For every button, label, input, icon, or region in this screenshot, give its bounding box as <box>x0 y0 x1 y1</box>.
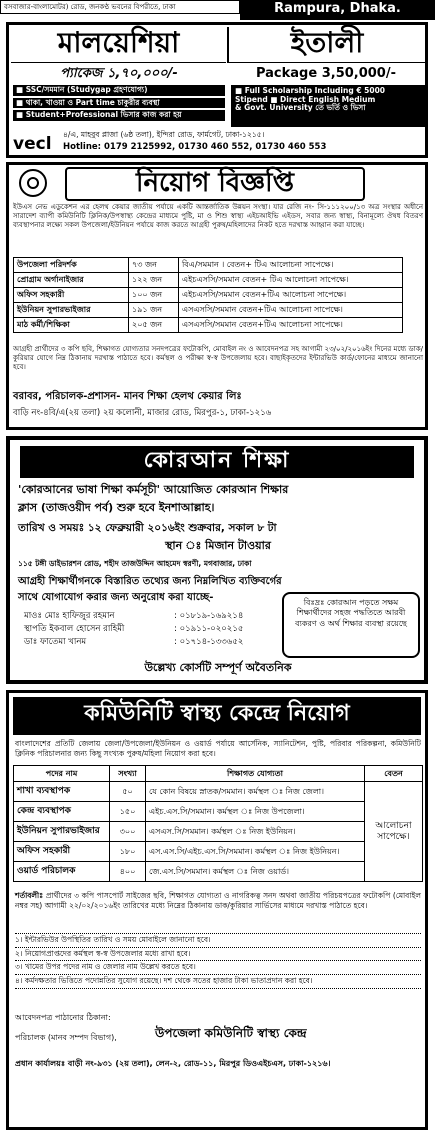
quran-line-5: ১১৫ টঙ্গী ডাইভারশন রোড, শহীদ তাজউদ্দিন আহমেদ স্বরণী, মগবাজার, ঢাকা <box>18 559 252 568</box>
bullet-text: SSC/সমমান (Studygap গ্রহণযোগ্য) <box>25 85 148 94</box>
quran-line-1: 'কোরআনের ভাষা শিক্ষা কর্মসূচী' আয়োজিত কোরআন শিক্ষার <box>18 483 289 496</box>
post-req: এইচ.এস.সি/সমমান। কর্মস্থল ঃ নিজ উপজেলা। <box>146 802 365 822</box>
recruitment-notice <box>6 162 428 430</box>
post-name: অফিস সহকারী <box>14 288 129 303</box>
notice-to: বরাবর, পরিচালক-প্রশাসন- মানব শিক্ষা হেলথ কেয়ার লিঃ <box>13 391 242 402</box>
post-req: এসএস.সি/সমমান। কর্মস্থল ঃ নিজ ইউনিয়ন। <box>146 822 365 842</box>
table-row <box>14 802 423 822</box>
notice-table <box>13 257 403 333</box>
vecl-title-right: ইতালী <box>227 27 425 63</box>
conditions-label: শর্তাবলীঃ <box>15 891 44 900</box>
list-item: ৩। খামের উপর পদের নাম ও জেলার নাম উল্লেখ করতে হবে। <box>15 960 421 974</box>
vecl-bullets-right <box>231 85 425 127</box>
org-logo <box>19 169 47 197</box>
post-count: ১০০ জন <box>129 288 179 303</box>
post-count: ১২২ জন <box>129 273 179 288</box>
list-item: ২। নিয়োগপ্রাপ্তদের কর্মস্থল স্ব-স্ব উপজেলার মধ্যে রাখা হবে। <box>15 947 421 961</box>
quran-line-3: তারিখ ও সময়ঃ ১২ ফেব্রুয়ারী ২০১৬ইং শুক্রবার, সকাল ৮ টা <box>18 522 277 534</box>
community-title: কমিউনিটি স্বাস্থ্য কেন্দ্রে নিয়োগ <box>13 697 421 735</box>
post-req: এইচএসসি/সমমান বেতন+টিএ আলোচনা সাপেক্ষে। <box>179 288 403 303</box>
quran-footer: উল্লেখ্য কোর্সটি সম্পূর্ণ অবৈতনিক <box>144 661 292 674</box>
bullet-item: ■ Student+Professional ভিসার কাজ করা হয় <box>13 110 225 121</box>
vecl-package-left: প্যাকেজ ১,৭০,০০০/- <box>60 66 178 81</box>
quran-note: বিঃদ্রঃ কোরআন পড়তে সক্ষম শিক্ষার্থীদের সহজ পদ্ধতিতে আরবী ব্যকরণ ও অর্থ শিক্ষার ব্যবস্থা রয়েছে <box>282 592 420 658</box>
post-count: ১৫০ <box>110 802 146 822</box>
header-post: পদের নাম <box>14 766 110 782</box>
post-name: ইউনিয়ন সুপারভাইজার <box>14 822 110 842</box>
quran-title: কোরআন শিক্ষা <box>20 446 414 478</box>
vecl-title-left: মালয়েশিয়া <box>11 27 226 63</box>
post-count: ২০৫ জন <box>129 318 179 333</box>
table-row <box>14 318 403 333</box>
bullet-text: থাকা, খাওয়া ও Part time চাকুরীর ব্যবস্থা <box>25 97 160 107</box>
table-row <box>14 288 403 303</box>
post-count: ৫০ <box>110 782 146 802</box>
bullet-item: ■ SSC/সমমান (Studygap গ্রহণযোগ্য) <box>13 85 225 96</box>
post-req: বিএ/সমমান । বেতন+ টিএ আলোচনা সাপেক্ষে। <box>179 258 403 273</box>
post-req: যে কোন বিষয়ে স্নাতক/সমমান। কর্মস্থল ঃ নিজ জেলা। <box>146 782 365 802</box>
community-conditions <box>15 891 421 911</box>
table-row <box>14 258 403 273</box>
community-list <box>15 933 421 989</box>
send-label: আবেদনপত্র পাঠানোর ঠিকানা: <box>15 1013 111 1022</box>
header-salary: বেতন <box>365 766 423 782</box>
notice-intro: ইউএস নেভ এডুকেশন এর হেলথ কেয়ার জাতীয় পর্যায়ে একটি আন্তর্জাতিক উন্নয়ন সংস্থা। যার রেজি নং- সি-১১১২০০/১৩ অত্র সংস্থার অধীনে সারাদেশ ব্যাপী কমিউনিটি ক্লিনিক/উপস্বাস্থ্য কেন্দ্রের মাধ্যমে পুষ্টি, মা ও শিশু স্বাস্থ্য এইচআইভি এইডস, সবার জন্য স্বাস্থ্য, বিনামূল্যে ঔষধ বিতরণ ব্যবস্থাপনার লক্ষ্যে সকল উপজেলা/ইউনিয়ন পর্যায়ে কাজ করতে আগ্রহী পুরুষ/মহিলাদের নিকট হতে দরখাস্ত আহ্বান করা যাচ্ছে। <box>13 203 423 229</box>
quran-line-6: আগ্রহী শিক্ষার্থীগনকে বিস্তারিত তথ্যের জন্য নিম্নলিখিত ব্যক্তিবর্গের <box>18 576 282 587</box>
vecl-package-right: Package 3,50,000/- <box>255 66 397 81</box>
table-row <box>14 822 423 842</box>
community-table <box>13 765 423 882</box>
list-item: ১। ইন্টারভিউর উপস্থিতির তারিখ ও সময় মোবাইলে জানানো হবে। <box>15 933 421 947</box>
bullet-text: Student+Professional ভিসার কাজ করা হয় <box>25 110 182 120</box>
contact-phone: : ০১৯১১-০২০২১৫ <box>174 624 244 634</box>
org-name: উপজেলা কমিউনিটি স্বাস্থ্য কেন্দ্র <box>155 1026 307 1040</box>
contact-row <box>24 638 284 651</box>
salary-cell: আলোচনা সাপেক্ষে। <box>365 782 423 882</box>
table-row <box>14 842 423 862</box>
table-row <box>14 862 423 882</box>
post-count: ১৯১ জন <box>129 303 179 318</box>
contact-phone: : ০১৭১৪-১৩৩৬৫২ <box>174 637 244 647</box>
quran-line-4: স্থান ঃ মিজান টাওয়ার <box>165 539 271 552</box>
quran-line-7: সাথে যোগাযোগ করার জন্য অনুরোধ করা যাচ্ছে- <box>18 592 214 603</box>
quran-line-2: ক্লাস (তাজওয়ীদ পর্ব) শুরু হবে ইনশাআল্লাহ। <box>18 501 215 514</box>
quran-ad <box>6 436 428 684</box>
post-req: এসএসসি/সমমান বেতন+টিএ আলোচনা সাপেক্ষে। <box>179 318 403 333</box>
post-count: ৭৩ জন <box>129 258 179 273</box>
director: পরিচালক (মানব সম্পদ বিভাগ), <box>15 1033 117 1042</box>
list-item: ৪। কর্মদক্ষতার ভিত্তিতে পদোন্নতির সুযোগ রয়েছে। দশ থেকে সতের হাজার টাকা ভাতাপ্রদান করা হবে। <box>15 974 421 989</box>
contact-phone: : ০১৮১৯-১৬৯২১৪ <box>174 611 244 621</box>
post-req: জে.এস.সি/সমমান। কর্মস্থল ঃ নিজ ওয়ার্ড। <box>146 862 365 882</box>
vecl-bullets-left <box>13 85 225 121</box>
bullet-text: Full Scholarship Including € 5000 <box>244 86 386 95</box>
post-name: মাঠ কর্মী/শিক্ষিকা <box>14 318 129 333</box>
contact-name: ডাঃ ফাতেমা খানম <box>24 637 87 647</box>
header-req: শিক্ষাগত যোগ্যতা <box>146 766 365 782</box>
post-req: এইচএসসি/সমমান বেতন+ টিএ আলোচনা সাপেক্ষে। <box>179 273 403 288</box>
bullet-item: Stipend ■ Direct English Medium <box>235 94 376 104</box>
contact-name: স্থাপতি ইকবাল হোসেন রাহিমী <box>24 624 125 634</box>
notice-instructions: আগ্রহী প্রার্থীদের ৩ কপি ছবি, শিক্ষাগত যোগ্যতার সনদপত্রের ফটোকপি, মোবাইল নং ও আবেদনপত্র সহ আগামী ২৩/০২/২০১৬ইং দিনের মধ্যে ডাক/কুরিয়ার যোগে নিম্ন ঠিকানায় দরখাস্ত পাঠাতে হবে। কর্মস্থল ও পরীক্ষা স্ব-স্ব উপজেলায় হবে। বাছাইকৃতদের ইন্টারভিউ কার্ড/ফোনের মাধ্যমে জানানো হবে। <box>13 345 423 371</box>
table-row <box>14 782 423 802</box>
community-intro: বাংলাদেশের প্রতিটি জেলায় জেলা/উপজেলা/ইউনিয়ন ও ওয়ার্ড পর্যায়ে আর্সেনিক, স্যানিটেশন, পুষ্টি, পরিবার পরিকল্পনা, কমিউনিটি ক্লিনিক পরিচালনার জন্য কিছু সংখ্যক পুরুষ/মহিলা নিয়োগ করা হবে। <box>15 739 421 758</box>
conditions-text: প্রার্থীদের ৩ কপি পাসপোর্ট সাইজের ছবি, শিক্ষাগত যোগ্যতা ও নাগরিকত্ব সনদ অথবা জাতীয় পরিচয়পত্রের ফটোকপি (মোবাইল নম্বর সহ) আগামী ২২/০২/২০১৬ইং তারিখের মধ্যে নিম্নের ঠিকানায় ডাক/কুরিয়ার সার্ভিসের মাধ্যমে দরখাস্ত পাঠাতে হবে। <box>15 891 422 910</box>
post-name: কেন্দ্র ব্যবস্থাপক <box>14 802 110 822</box>
post-name: অফিস সহকারী <box>14 842 110 862</box>
contact-name: মাওঃ মোঃ হাফিজুর রহমান <box>24 611 115 621</box>
vecl-logo: vecl <box>13 134 52 154</box>
vecl-ad <box>6 22 428 158</box>
post-count: ১৮০ <box>110 842 146 862</box>
top-strip-right: Rampura, Dhaka. <box>240 0 435 20</box>
notice-title: নিয়োগ বিজ্ঞপ্তি <box>65 167 365 201</box>
bullet-item: ■ Full Scholarship Including € 5000 <box>235 86 386 95</box>
post-name: ইউনিয়ন সুপারভাইজার <box>14 303 129 318</box>
post-name: ওয়ার্ড পরিচালক <box>14 862 110 882</box>
vecl-address: ৪/এ, মাহবুব প্লাজা (৬ষ্ঠ তলা), ইন্দিরা রোড, ফার্মগেট, ঢাকা-১২১৫। <box>63 130 265 139</box>
quran-contacts <box>24 612 284 651</box>
post-name: প্রোগ্রাম অর্গানাইজার <box>14 273 129 288</box>
post-count: ৩০০ <box>110 822 146 842</box>
community-address: প্রধান কার্যালয়ঃ বাড়ী নং-৯৩১ (২য় তলা), লেন-২, রোড-১১, মিরপুর ডিওএইচএস, ঢাকা-১২১৬। <box>15 1059 331 1068</box>
post-name: শাখা ব্যবস্থাপক <box>14 782 110 802</box>
table-row <box>14 273 403 288</box>
vecl-hotline: Hotline: 0179 2125992, 01730 460 552, 01730 460 553 <box>63 142 327 152</box>
top-strip <box>0 0 435 20</box>
post-count: ৪০০ <box>110 862 146 882</box>
community-health-ad <box>6 690 428 1130</box>
top-strip-left: বসবাজার-বাংলামোটর) রোড, জনকণ্ঠ ভবনের বিপরীতে, ঢাকা <box>0 0 240 14</box>
table-row <box>14 303 403 318</box>
table-header-row <box>14 766 423 782</box>
post-req: এস.এস.সি/এইচ.এস.সি/সমমান। কর্মস্থল ঃ নিজ ইউনিয়ন। <box>146 842 365 862</box>
notice-address: বাড়ি নং-৪বি/এ(২য় তলা) ২য় কলোনী, মাজার রোড, মিরপুর-১, ঢাকা-১২১৬ <box>13 408 272 418</box>
header-count: সংখ্যা <box>110 766 146 782</box>
post-req: এসএসসি/সমমান বেতন+টিএ আলোচনা সাপেক্ষে। <box>179 303 403 318</box>
bullet-item: ■ থাকা, খাওয়া ও Part time চাকুরীর ব্যবস্থা <box>13 98 225 109</box>
bullet-item: & Govt. University তে ভর্তি ও ভিসা <box>235 103 366 113</box>
post-name: উপজেলা পরিদর্শক <box>14 258 129 273</box>
